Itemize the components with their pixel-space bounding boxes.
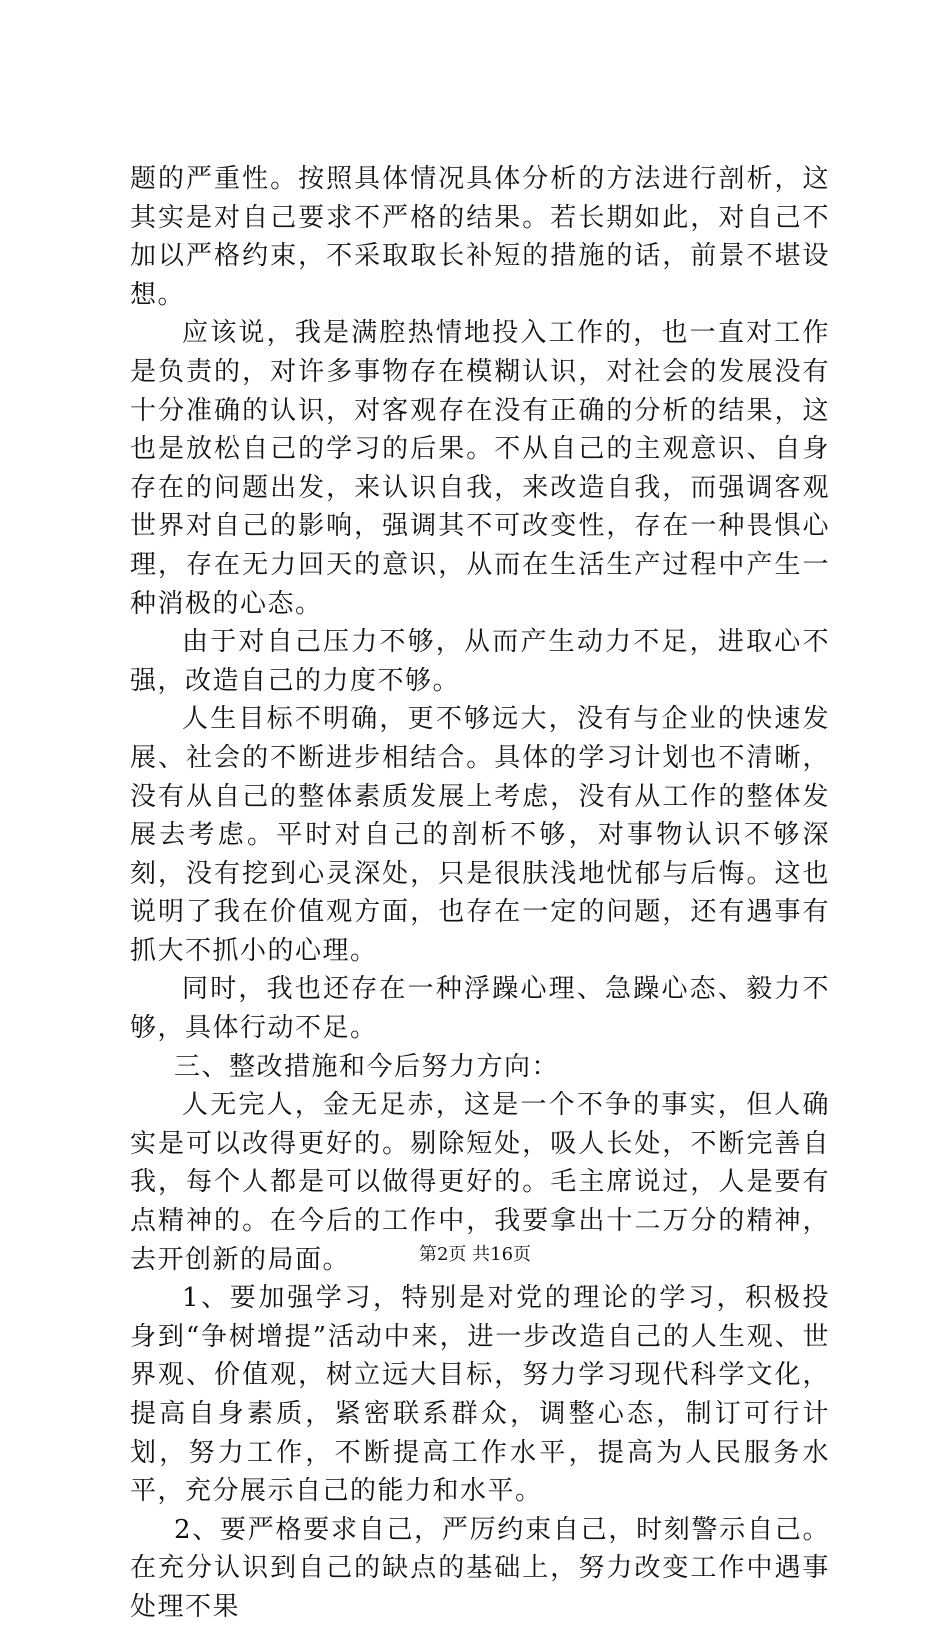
paragraph: 人生目标不明确，更不够远大，没有与企业的快速发展、社会的不断进步相结合。具体的学习计划也不清晰，没有从自己的整体素质发展上考虑，没有从工作的整体发展去考虑。平时对自己的剖析不够，对事物认识不够深刻，没有挖到心灵深处，只是很肤浅地忧郁与后悔。这也说明了我在价值观方面，也存在一定的问题，还有遇事有抓大不抓小的心理。 — [130, 704, 830, 966]
section-heading: 三、整改措施和今后努力方向： — [174, 1051, 560, 1082]
paragraph: 同时，我也还存在一种浮躁心理、急躁心态、毅力不够，具体行动不足。 — [130, 974, 830, 1044]
page-number: 第2页 共16页 — [418, 1244, 532, 1265]
list-item: 2、要严格要求自己，严厉约束自己，时刻警示自己。在充分认识到自己的缺点的基础上，努力改变工作中遇事处理不果 — [130, 1514, 830, 1622]
list-item: 1、要加强学习，特别是对党的理论的学习，积极投身到“争树增提”活动中来，进一步改造自己的人生观、世界观、价值观，树立远大目标，努力学习现代科学文化，提高自身素质，紧密联系群众，调整心态，制订可行计划，努力工作，不断提高工作水平，提高为人民服务水平，充分展示自己的能力和水平。 — [130, 1283, 830, 1507]
paragraph-continued: 题的严重性。按照具体情况具体分析的方法进行剖析，这其实是对自己要求不严格的结果。若长期如此，对自己不加以严格约束，不采取取长补短的措施的话，前景不堪设想。 — [130, 164, 830, 310]
paragraph: 由于对自己压力不够，从而产生动力不足，进取心不强，改造自己的力度不够。 — [130, 627, 830, 696]
document-body — [130, 160, 830, 1627]
paragraph: 人无完人，金无足赤，这是一个不争的事实，但人确实是可以改得更好的。剔除短处，吸人长处，不断完善自我，每个人都是可以做得更好的。毛主席说过，人是要有点精神的。在今后的工作中，我要拿出十二万分的精神，去开创新的局面。 — [130, 1090, 830, 1275]
paragraph: 应该说，我是满腔热情地投入工作的，也一直对工作是负责的，对许多事物存在模糊认识，对社会的发展没有十分准确的认识，对客观存在没有正确的分析的结果，这也是放松自己的学习的后果。不从自己的主观意识、自身存在的问题出发，来认识自我，来改造自我，而强调客观世界对自己的影响，强调其不可改变性，存在一种畏惧心理，存在无力回天的意识，从而在生活生产过程中产生一种消极的心态。 — [130, 318, 830, 619]
